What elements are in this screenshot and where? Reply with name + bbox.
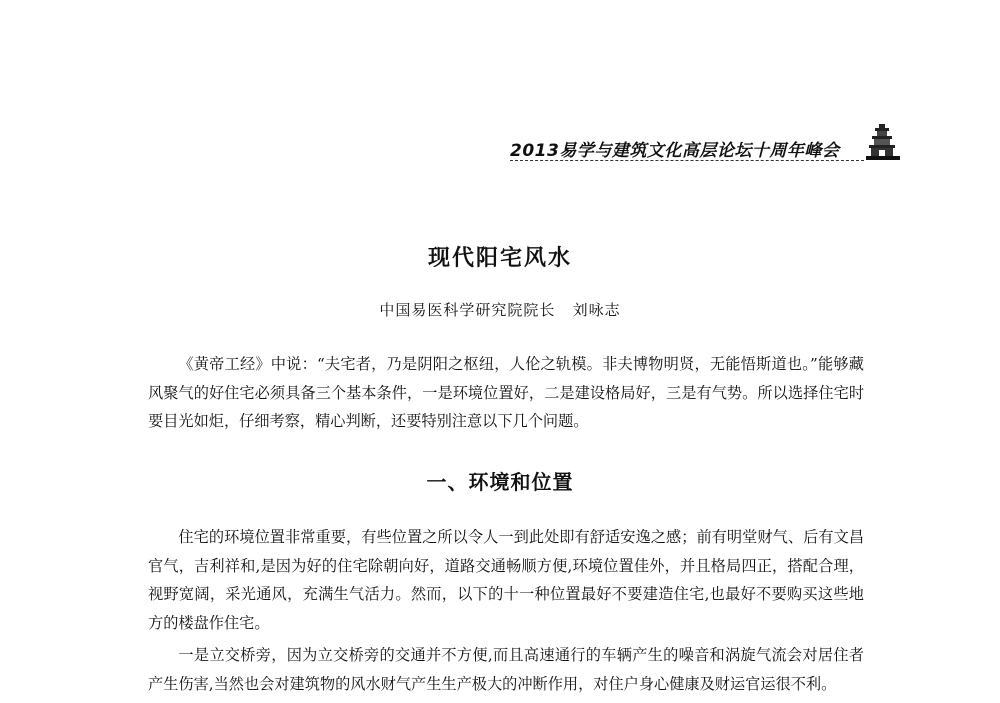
header-dashed-rule (510, 160, 864, 161)
body-paragraph: 一是立交桥旁，因为立交桥旁的交通并不方便,而且高速通行的车辆产生的噪音和涡旋气流会对居住者产生伤害,当然也会对建筑物的风水财气产生生产极大的冲断作用，对住户身心健康及财运官运很不利。 (148, 646, 864, 693)
pagoda-seal-icon (865, 122, 901, 162)
section-heading: 一、环境和位置 (426, 470, 574, 494)
body-paragraph: 住宅的环境位置非常重要，有些位置之所以令人一到此处即有舒适安逸之感；前有明堂财气、后有文昌官气，吉利祥和,是因为好的住宅除朝向好，道路交通畅顺方便,环境位置佳外，并且格局四正，搭配合理，视野宽阔，采光通风，充满生气活力。然而，以下的十一种位置最好不要建造住宅,也最好不要购买这些地方的楼盘作住宅。 (148, 528, 864, 632)
running-header-title: 2013易学与建筑文化高层论坛十周年峰会 (510, 141, 840, 161)
running-header (508, 118, 900, 168)
intro-paragraph: 《黄帝工经》中说：“夫宅者，乃是阴阳之枢纽，人伦之轨模。非夫博物明贤，无能悟斯道也。”能够藏风聚气的好住宅必须具备三个基本条件，一是环境位置好，二是建设格局好，三是有气势。所以选择住宅时要目光如炬，仔细考察，精心判断，还要特别注意以下几个问题。 (148, 355, 864, 430)
author-line: 中国易医科学研究院院长 刘咏志 (379, 301, 621, 319)
article-title: 现代阳宅风水 (427, 246, 572, 271)
